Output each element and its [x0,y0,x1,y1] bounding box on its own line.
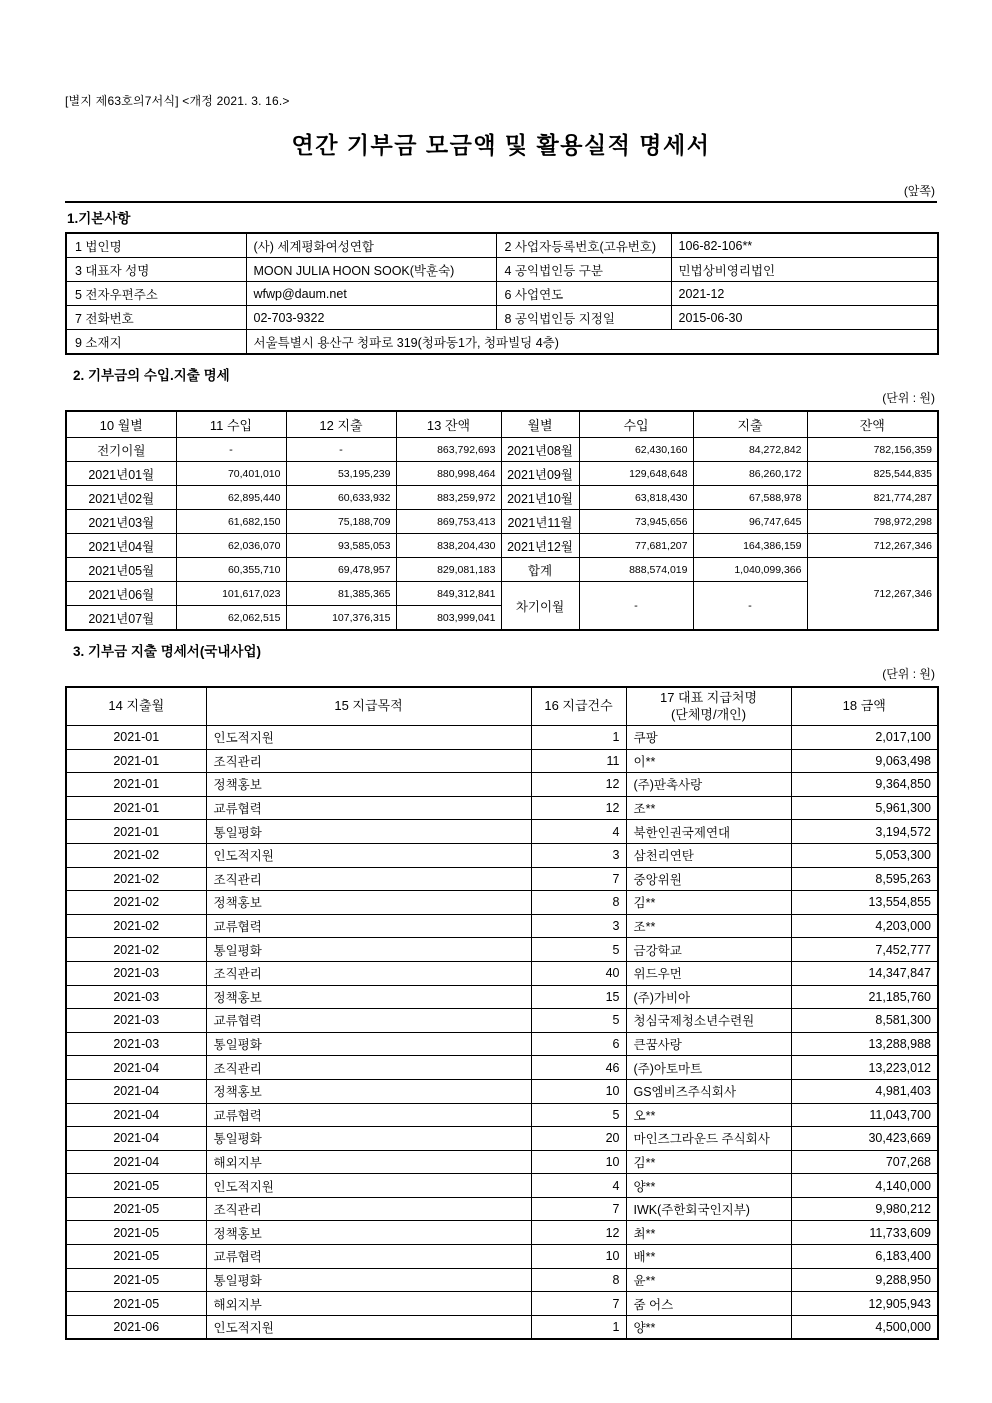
column-header: 16 지급건수 [531,687,626,726]
month-cell: 2021년12월 [501,534,579,558]
expense-month-cell: 2021-05 [66,1292,206,1316]
income-cell: 73,945,656 [579,510,693,534]
expense-row [66,891,938,915]
count-cell: 20 [531,1127,626,1151]
column-header: 잔액 [807,411,938,438]
expense-row [66,796,938,820]
income-cell: 62,895,440 [176,486,286,510]
count-cell: 12 [531,773,626,797]
income-cell: 63,818,430 [579,486,693,510]
amount-cell: 8,581,300 [791,1009,938,1033]
amount-cell: 9,063,498 [791,749,938,773]
expense-cell: 84,272,842 [693,438,807,462]
purpose-cell: 교류협력 [206,1103,531,1127]
field-value: 민법상비영리법인 [671,258,938,282]
field-value: 106-82-106** [671,233,938,258]
income-cell: 129,648,648 [579,462,693,486]
amount-cell: 5,053,300 [791,843,938,867]
balance-cell: 712,267,346 [807,534,938,558]
payee-cell: 마인즈그라운드 주식회사 [626,1127,791,1151]
total-label-cell: 합계 [501,558,579,582]
amount-cell: 11,733,609 [791,1221,938,1245]
purpose-cell: 조직관리 [206,749,531,773]
unit-label: (단위 : 원) [882,391,935,405]
purpose-cell: 통일평화 [206,938,531,962]
purpose-cell: 인도적지원 [206,1174,531,1198]
income-cell: - [176,438,286,462]
amount-cell: 4,500,000 [791,1315,938,1339]
amount-cell: 9,980,212 [791,1197,938,1221]
purpose-cell: 정책홍보 [206,1221,531,1245]
expense-row [66,1174,938,1198]
count-cell: 11 [531,749,626,773]
income-cell: 60,355,710 [176,558,286,582]
balance-cell: 849,312,841 [396,582,501,606]
payee-cell: 김** [626,1150,791,1174]
payee-cell: IWK(주한회국인지부) [626,1197,791,1221]
expense-month-cell: 2021-03 [66,1009,206,1033]
expense-row [66,1009,938,1033]
count-cell: 5 [531,1103,626,1127]
column-header: 15 지급목적 [206,687,531,726]
month-cell: 전기이월 [66,438,176,462]
count-cell: 7 [531,1197,626,1221]
expense-row [66,938,938,962]
section1-heading: 1.기본사항 [65,201,937,232]
purpose-cell: 교류협력 [206,914,531,938]
payee-cell: 청심국제청소년수련원 [626,1009,791,1033]
expense-month-cell: 2021-01 [66,749,206,773]
balance-cell: 838,204,430 [396,534,501,558]
balance-cell: 798,972,298 [807,510,938,534]
purpose-cell: 통일평화 [206,1268,531,1292]
expense-month-cell: 2021-06 [66,1315,206,1339]
expense-row [66,1032,938,1056]
column-header: 18 금액 [791,687,938,726]
expense-cell: 86,260,172 [693,462,807,486]
field-label: 7 전화번호 [66,306,246,330]
expense-month-cell: 2021-05 [66,1245,206,1269]
amount-cell: 2,017,100 [791,726,938,750]
form-reference: [별지 제63호의7서식] <개정 2021. 3. 16.> [65,94,290,108]
payee-cell: (주)아토마트 [626,1056,791,1080]
month-cell: 2021년10월 [501,486,579,510]
ledger-row [66,462,938,486]
balance-cell: 782,156,359 [807,438,938,462]
month-cell: 2021년07월 [66,606,176,631]
income-cell: 62,062,515 [176,606,286,631]
amount-cell: 13,223,012 [791,1056,938,1080]
ledger-row [66,438,938,462]
payee-cell: 쿠팡 [626,726,791,750]
basic-info-row [66,258,938,282]
expense-month-cell: 2021-01 [66,773,206,797]
amount-cell: 14,347,847 [791,961,938,985]
count-cell: 10 [531,1079,626,1103]
expense-row [66,914,938,938]
purpose-cell: 인도적지원 [206,1315,531,1339]
count-cell: 12 [531,1221,626,1245]
amount-cell: 7,452,777 [791,938,938,962]
amount-cell: 12,905,943 [791,1292,938,1316]
header-row [66,411,938,438]
expense-cell: 93,585,053 [286,534,396,558]
payee-cell: 삼천리연탄 [626,843,791,867]
balance-cell: 883,259,972 [396,486,501,510]
payee-cell: 양** [626,1174,791,1198]
balance-cell: 821,774,287 [807,486,938,510]
amount-cell: 4,981,403 [791,1079,938,1103]
field-value: 2021-12 [671,282,938,306]
month-cell: 2021년06월 [66,582,176,606]
count-cell: 7 [531,1292,626,1316]
ledger-row [66,486,938,510]
column-header: 11 수입 [176,411,286,438]
count-cell: 4 [531,820,626,844]
carryover-income-cell: - [579,582,693,631]
amount-cell: 9,288,950 [791,1268,938,1292]
expense-cell: 75,188,709 [286,510,396,534]
amount-cell: 9,364,850 [791,773,938,797]
expense-month-cell: 2021-02 [66,891,206,915]
month-cell: 2021년11월 [501,510,579,534]
section3-heading: 3. 기부금 지출 명세서(국내사업) [73,644,261,659]
expense-cell: 107,376,315 [286,606,396,631]
expense-month-cell: 2021-03 [66,1032,206,1056]
payee-cell: (주)가비아 [626,985,791,1009]
purpose-cell: 조직관리 [206,1056,531,1080]
column-header: 14 지출월 [66,687,206,726]
payee-cell: 최** [626,1221,791,1245]
payee-cell: 배** [626,1245,791,1269]
page-title: 연간 기부금 모금액 및 활용실적 명세서 [291,132,711,158]
balance-cell: 829,081,183 [396,558,501,582]
expense-row [66,726,938,750]
payee-cell: 북한인권국제연대 [626,820,791,844]
ledger-row [66,558,938,582]
month-cell: 2021년04월 [66,534,176,558]
expense-month-cell: 2021-04 [66,1103,206,1127]
balance-cell: 869,753,413 [396,510,501,534]
amount-cell: 4,203,000 [791,914,938,938]
count-cell: 1 [531,1315,626,1339]
count-cell: 4 [531,1174,626,1198]
purpose-cell: 인도적지원 [206,726,531,750]
expense-row [66,1079,938,1103]
field-value: (사) 세계평화여성연합 [246,233,496,258]
payee-cell: 조** [626,914,791,938]
field-value: 02-703-9322 [246,306,496,330]
basic-info-table [65,232,939,355]
expense-month-cell: 2021-04 [66,1079,206,1103]
count-cell: 15 [531,985,626,1009]
expense-month-cell: 2021-04 [66,1150,206,1174]
amount-cell: 707,268 [791,1150,938,1174]
count-cell: 3 [531,843,626,867]
payee-cell: 이** [626,749,791,773]
amount-cell: 5,961,300 [791,796,938,820]
expense-row [66,1103,938,1127]
expense-row [66,961,938,985]
expense-month-cell: 2021-05 [66,1197,206,1221]
balance-cell: 825,544,835 [807,462,938,486]
section2-heading: 2. 기부금의 수입.지출 명세 [73,368,230,383]
month-cell: 2021년05월 [66,558,176,582]
basic-info-row [66,330,938,355]
expense-row [66,1245,938,1269]
expense-month-cell: 2021-05 [66,1268,206,1292]
expense-month-cell: 2021-01 [66,726,206,750]
column-header: 지출 [693,411,807,438]
ledger-row [66,534,938,558]
total-income-cell: 888,574,019 [579,558,693,582]
count-cell: 5 [531,938,626,962]
count-cell: 3 [531,914,626,938]
ledger-row [66,510,938,534]
payee-cell: GS엠비즈주식회사 [626,1079,791,1103]
expense-cell: - [286,438,396,462]
total-expense-cell: 1,040,099,366 [693,558,807,582]
amount-cell: 3,194,572 [791,820,938,844]
payee-cell: 중앙위원 [626,867,791,891]
expense-cell: 53,195,239 [286,462,396,486]
field-value: MOON JULIA HOON SOOK(박훈숙) [246,258,496,282]
field-label: 4 공익법인등 구분 [496,258,671,282]
field-label: 3 대표자 성명 [66,258,246,282]
purpose-cell: 교류협력 [206,1245,531,1269]
basic-info-row [66,282,938,306]
expense-cell: 69,478,957 [286,558,396,582]
income-cell: 61,682,150 [176,510,286,534]
amount-cell: 13,554,855 [791,891,938,915]
header-row [66,687,938,726]
purpose-cell: 통일평화 [206,1127,531,1151]
expense-month-cell: 2021-01 [66,820,206,844]
expense-row [66,1292,938,1316]
income-cell: 62,036,070 [176,534,286,558]
expense-cell: 60,633,932 [286,486,396,510]
purpose-cell: 정책홍보 [206,985,531,1009]
income-cell: 77,681,207 [579,534,693,558]
expense-month-cell: 2021-04 [66,1127,206,1151]
expense-row [66,1150,938,1174]
expense-cell: 81,385,365 [286,582,396,606]
expense-row [66,985,938,1009]
month-cell: 2021년09월 [501,462,579,486]
expense-month-cell: 2021-02 [66,938,206,962]
domestic-expense-table [65,686,939,1340]
carryover-balance-cell: 712,267,346 [807,558,938,631]
amount-cell: 13,288,988 [791,1032,938,1056]
expense-row [66,1315,938,1339]
front-side-label: (앞쪽) [903,184,935,198]
balance-cell: 803,999,041 [396,606,501,631]
amount-cell: 21,185,760 [791,985,938,1009]
column-header: 월별 [501,411,579,438]
purpose-cell: 조직관리 [206,1197,531,1221]
basic-info-row [66,306,938,330]
purpose-cell: 통일평화 [206,1032,531,1056]
amount-cell: 11,043,700 [791,1103,938,1127]
expense-month-cell: 2021-02 [66,843,206,867]
carryover-expense-cell: - [693,582,807,631]
basic-info-row [66,233,938,258]
purpose-cell: 통일평화 [206,820,531,844]
income-cell: 101,617,023 [176,582,286,606]
purpose-cell: 정책홍보 [206,891,531,915]
count-cell: 46 [531,1056,626,1080]
payee-cell: 양** [626,1315,791,1339]
expense-cell: 164,386,159 [693,534,807,558]
payee-cell: 큰꿈사랑 [626,1032,791,1056]
expense-cell: 96,747,645 [693,510,807,534]
field-value: wfwp@daum.net [246,282,496,306]
amount-cell: 4,140,000 [791,1174,938,1198]
expense-row [66,749,938,773]
field-label: 5 전자우편주소 [66,282,246,306]
month-cell: 2021년02월 [66,486,176,510]
purpose-cell: 조직관리 [206,867,531,891]
column-header: 17 대표 지급처명 (단체명/개인) [626,687,791,726]
balance-cell: 880,998,464 [396,462,501,486]
purpose-cell: 조직관리 [206,961,531,985]
month-cell: 2021년01월 [66,462,176,486]
month-cell: 2021년08월 [501,438,579,462]
balance-cell: 863,792,693 [396,438,501,462]
expense-row [66,1197,938,1221]
expense-row [66,773,938,797]
expense-row [66,820,938,844]
count-cell: 10 [531,1245,626,1269]
expense-month-cell: 2021-02 [66,914,206,938]
count-cell: 7 [531,867,626,891]
column-header: 수입 [579,411,693,438]
field-value: 2015-06-30 [671,306,938,330]
purpose-cell: 정책홍보 [206,773,531,797]
purpose-cell: 해외지부 [206,1150,531,1174]
amount-cell: 8,595,263 [791,867,938,891]
payee-cell: 줌 어스 [626,1292,791,1316]
purpose-cell: 인도적지원 [206,843,531,867]
field-label: 8 공익법인등 지정일 [496,306,671,330]
count-cell: 10 [531,1150,626,1174]
income-cell: 62,430,160 [579,438,693,462]
month-cell: 2021년03월 [66,510,176,534]
expense-month-cell: 2021-02 [66,867,206,891]
payee-cell: 오** [626,1103,791,1127]
column-header: 10 월별 [66,411,176,438]
count-cell: 8 [531,891,626,915]
expense-row [66,1221,938,1245]
purpose-cell: 정책홍보 [206,1079,531,1103]
field-label: 6 사업연도 [496,282,671,306]
payee-cell: 김** [626,891,791,915]
expense-month-cell: 2021-05 [66,1221,206,1245]
amount-cell: 6,183,400 [791,1245,938,1269]
purpose-cell: 해외지부 [206,1292,531,1316]
purpose-cell: 교류협력 [206,1009,531,1033]
payee-cell: 윤** [626,1268,791,1292]
payee-cell: 조** [626,796,791,820]
carryover-label-cell: 차기이월 [501,582,579,631]
column-header: 13 잔액 [396,411,501,438]
count-cell: 1 [531,726,626,750]
amount-cell: 30,423,669 [791,1127,938,1151]
expense-cell: 67,588,978 [693,486,807,510]
expense-month-cell: 2021-03 [66,961,206,985]
field-label: 2 사업자등록번호(고유번호) [496,233,671,258]
expense-row [66,843,938,867]
unit-label: (단위 : 원) [882,667,935,681]
expense-row [66,867,938,891]
count-cell: 8 [531,1268,626,1292]
expense-month-cell: 2021-05 [66,1174,206,1198]
field-label: 9 소재지 [66,330,246,355]
payee-cell: (주)판촉사랑 [626,773,791,797]
expense-month-cell: 2021-03 [66,985,206,1009]
count-cell: 5 [531,1009,626,1033]
expense-month-cell: 2021-01 [66,796,206,820]
count-cell: 6 [531,1032,626,1056]
payee-cell: 위드우먼 [626,961,791,985]
count-cell: 40 [531,961,626,985]
expense-row [66,1056,938,1080]
income-expense-table [65,410,939,631]
purpose-cell: 교류협력 [206,796,531,820]
expense-row [66,1268,938,1292]
field-value: 서울특별시 용산구 청파로 319(청파동1가, 청파빌딩 4층) [246,330,938,355]
expense-row [66,1127,938,1151]
income-cell: 70,401,010 [176,462,286,486]
expense-month-cell: 2021-04 [66,1056,206,1080]
payee-cell: 금강학교 [626,938,791,962]
count-cell: 12 [531,796,626,820]
column-header: 12 지출 [286,411,396,438]
field-label: 1 법인명 [66,233,246,258]
